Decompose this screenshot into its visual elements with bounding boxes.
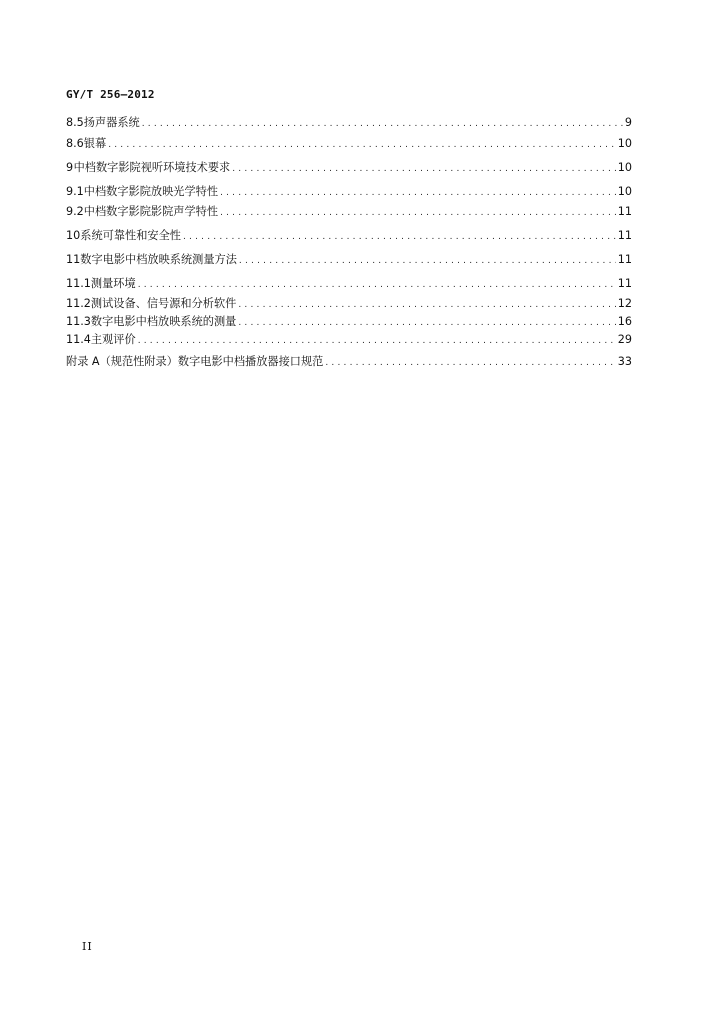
toc-entry-title: 中档数字影院视听环境技术要求 bbox=[73, 161, 231, 174]
toc-entry-number: 9 bbox=[66, 161, 74, 174]
toc-entry-number: 8.5 bbox=[66, 116, 84, 129]
toc-leader-dots bbox=[142, 116, 623, 132]
toc-leader-dots bbox=[138, 277, 616, 293]
toc-entry-number: 9.1 bbox=[66, 185, 84, 198]
toc-entry-title: 测试设备、信号源和分析软件 bbox=[90, 297, 237, 310]
toc-entry-page: 16 bbox=[617, 315, 632, 328]
toc-entry[interactable] bbox=[66, 204, 632, 220]
toc-entry-page: 10 bbox=[617, 185, 632, 198]
toc-entry-title: 数字电影中档放映系统测量方法 bbox=[80, 253, 237, 266]
toc-entry-title: 中档数字影院影院声学特性 bbox=[83, 205, 219, 218]
toc-entry[interactable] bbox=[66, 314, 632, 330]
toc-entry-title: 数字电影中档放映系统的测量 bbox=[90, 315, 237, 328]
toc-leader-dots bbox=[232, 161, 616, 177]
toc-entry-title: 银幕 bbox=[83, 137, 107, 150]
toc-entry-page: 11 bbox=[617, 229, 632, 242]
page-number: II bbox=[82, 940, 93, 953]
toc-entry[interactable] bbox=[66, 115, 632, 131]
toc-entry-title: 数字电影中档播放器接口规范 bbox=[177, 355, 324, 368]
toc-entry-page: 11 bbox=[617, 277, 632, 290]
toc-entry-number: 11 bbox=[66, 253, 81, 266]
toc-entry-title: 系统可靠性和安全性 bbox=[80, 229, 181, 242]
toc-leader-dots bbox=[220, 185, 616, 201]
standard-code-header: GY/T 256—2012 bbox=[66, 88, 155, 101]
toc-entry-page: 10 bbox=[617, 161, 632, 174]
toc-entry-page: 29 bbox=[617, 333, 632, 346]
toc-leader-dots bbox=[220, 205, 616, 221]
toc-entry-title: 中档数字影院放映光学特性 bbox=[83, 185, 219, 198]
toc-entry-page: 11 bbox=[617, 205, 632, 218]
toc-entry-page: 9 bbox=[624, 116, 632, 129]
toc-entry-number: 11.4 bbox=[66, 333, 91, 346]
toc-leader-dots bbox=[238, 297, 615, 313]
toc-leader-dots bbox=[239, 253, 616, 269]
toc-entry-number: 11.2 bbox=[66, 297, 91, 310]
toc-entry-number: 9.2 bbox=[66, 205, 84, 218]
toc-entry[interactable] bbox=[66, 136, 632, 152]
toc-entry-page: 10 bbox=[617, 137, 632, 150]
toc-entry[interactable] bbox=[66, 228, 632, 244]
toc-leader-dots bbox=[138, 333, 616, 349]
toc-leader-dots bbox=[108, 137, 616, 153]
toc-entry[interactable] bbox=[66, 184, 632, 200]
toc-entry-title: 扬声器系统 bbox=[83, 116, 140, 129]
toc-entry[interactable] bbox=[66, 332, 632, 348]
toc-entry-page: 33 bbox=[617, 355, 632, 368]
toc-entry-number: 10 bbox=[66, 229, 81, 242]
toc-entry-page: 12 bbox=[617, 297, 632, 310]
toc-entry[interactable] bbox=[66, 276, 632, 292]
toc-leader-dots bbox=[183, 229, 616, 245]
toc-entry-page: 11 bbox=[617, 253, 632, 266]
toc-entry[interactable] bbox=[66, 160, 632, 176]
toc-leader-dots bbox=[238, 315, 615, 331]
toc-entry-title: 主观评价 bbox=[90, 333, 136, 346]
toc-entry[interactable] bbox=[66, 296, 632, 312]
toc-entry-number: 11.3 bbox=[66, 315, 91, 328]
toc-entry-title: 测量环境 bbox=[90, 277, 136, 290]
toc-entry-number: 8.6 bbox=[66, 137, 84, 150]
toc-entry[interactable] bbox=[66, 354, 632, 370]
toc-entry-number: 11.1 bbox=[66, 277, 91, 290]
toc-leader-dots bbox=[325, 355, 615, 371]
toc-entry-number: 附录 A（规范性附录） bbox=[66, 355, 178, 368]
toc-entry[interactable] bbox=[66, 252, 632, 268]
